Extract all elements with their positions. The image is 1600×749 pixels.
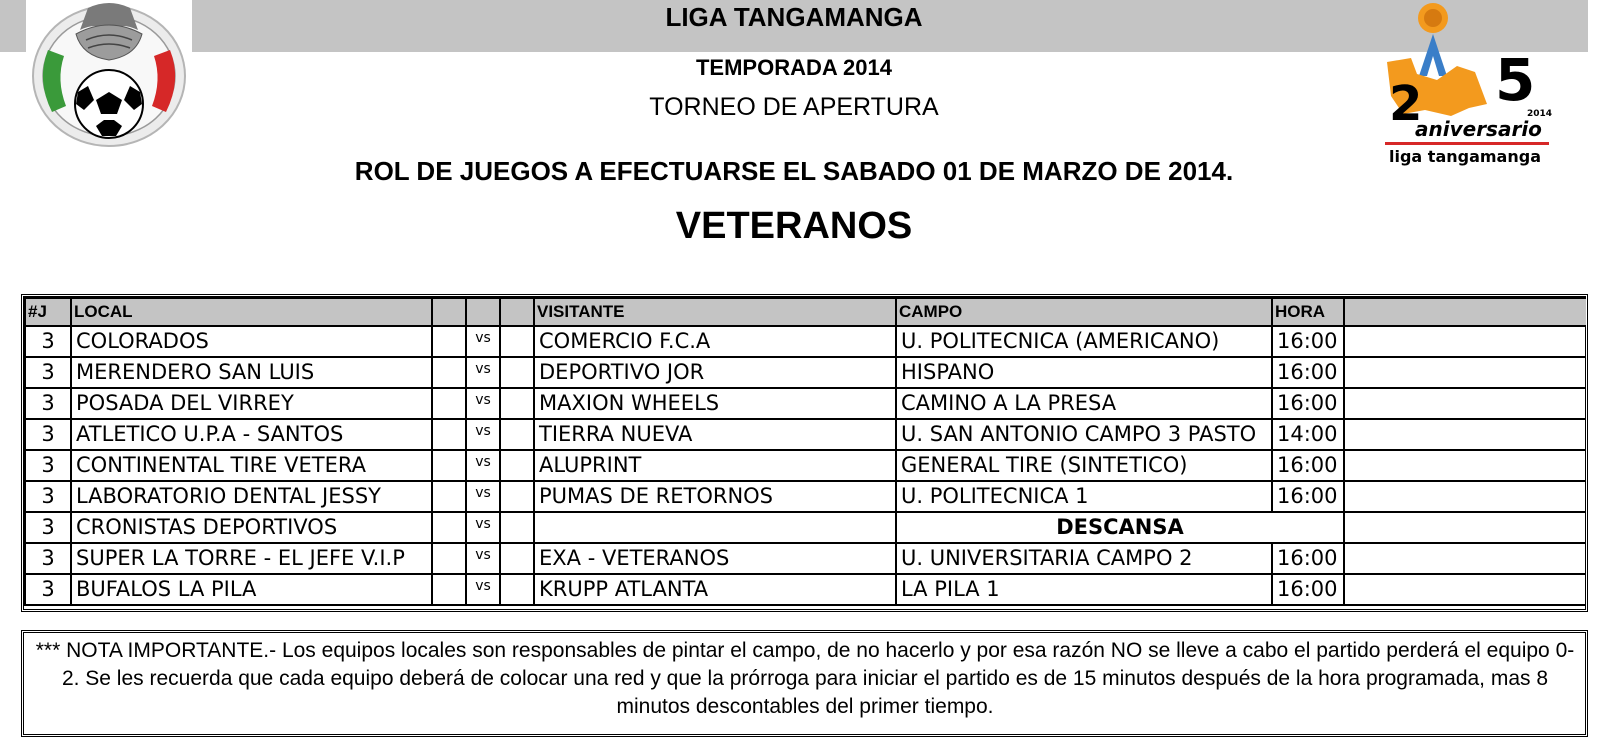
cell-spacer	[500, 326, 534, 357]
cell-spacer	[500, 388, 534, 419]
cell-jornada: 3	[25, 419, 71, 450]
cell-hora: 16:00	[1272, 450, 1344, 481]
table-row	[25, 574, 1586, 605]
cell-jornada: 3	[25, 326, 71, 357]
cell-vs: vs	[466, 357, 500, 388]
cell-spacer	[500, 357, 534, 388]
cell-visitante: DEPORTIVO JOR	[534, 357, 896, 388]
cell-visitante: ALUPRINT	[534, 450, 896, 481]
cell-local: CONTINENTAL TIRE VETERA	[71, 450, 432, 481]
table-row	[25, 388, 1586, 419]
table-row	[25, 543, 1586, 574]
cell-jornada: 3	[25, 481, 71, 512]
anniversary-logo	[1385, 0, 1585, 170]
header-spacer	[466, 298, 500, 326]
cell-spacer	[500, 481, 534, 512]
category-title: VETERANOS	[675, 205, 913, 247]
cell-spacer	[1344, 512, 1586, 543]
cell-jornada: 3	[25, 388, 71, 419]
cell-spacer	[432, 388, 466, 419]
cell-spacer	[432, 357, 466, 388]
cell-spacer	[432, 326, 466, 357]
cell-local: POSADA DEL VIRREY	[71, 388, 432, 419]
cell-spacer	[432, 481, 466, 512]
cell-vs: vs	[466, 388, 500, 419]
cell-campo: U. POLITECNICA 1	[896, 481, 1272, 512]
cell-spacer	[432, 419, 466, 450]
cell-jornada: 3	[25, 357, 71, 388]
cell-hora: 16:00	[1272, 481, 1344, 512]
cell-spacer	[1344, 450, 1586, 481]
cell-spacer	[1344, 326, 1586, 357]
cell-spacer	[500, 574, 534, 605]
cell-campo: HISPANO	[896, 357, 1272, 388]
schedule-title: ROL DE JUEGOS A EFECTUARSE EL SABADO 01 DE MARZO DE 2014.	[354, 156, 1234, 186]
cell-vs: vs	[466, 543, 500, 574]
table-row	[25, 481, 1586, 512]
cell-local: LABORATORIO DENTAL JESSY	[71, 481, 432, 512]
cell-jornada: 3	[25, 543, 71, 574]
cell-spacer	[1344, 357, 1586, 388]
cell-visitante: EXA - VETERANOS	[534, 543, 896, 574]
cell-spacer	[432, 450, 466, 481]
cell-visitante: PUMAS DE RETORNOS	[534, 481, 896, 512]
cell-spacer	[1344, 419, 1586, 450]
tournament-title: TORNEO DE APERTURA	[649, 93, 939, 121]
header-spacer	[500, 298, 534, 326]
cell-spacer	[1344, 388, 1586, 419]
cell-jornada: 3	[25, 512, 71, 543]
cell-visitante: TIERRA NUEVA	[534, 419, 896, 450]
table-row	[25, 326, 1586, 357]
anniversary-year: 2014	[1527, 109, 1553, 119]
anniversary-brand: liga tangamanga	[1389, 147, 1541, 166]
header-jornada: #J	[25, 298, 71, 326]
header-local: LOCAL	[71, 298, 432, 326]
cell-visitante: KRUPP ATLANTA	[534, 574, 896, 605]
cell-vs: vs	[466, 512, 500, 543]
cell-local: CRONISTAS DEPORTIVOS	[71, 512, 432, 543]
cell-local: COLORADOS	[71, 326, 432, 357]
cell-vs: vs	[466, 419, 500, 450]
cell-vs: vs	[466, 481, 500, 512]
cell-vs: vs	[466, 450, 500, 481]
cell-spacer	[500, 450, 534, 481]
cell-spacer	[432, 543, 466, 574]
cell-local: SUPER LA TORRE - EL JEFE V.I.P	[71, 543, 432, 574]
svg-text:5: 5	[1495, 46, 1536, 114]
cell-campo: LA PILA 1	[896, 574, 1272, 605]
table-row	[25, 419, 1586, 450]
cell-spacer	[1344, 481, 1586, 512]
cell-visitante: MAXION WHEELS	[534, 388, 896, 419]
cell-hora: 16:00	[1272, 357, 1344, 388]
cell-hora: 16:00	[1272, 543, 1344, 574]
cell-hora: 16:00	[1272, 388, 1344, 419]
table-header-row	[25, 298, 1586, 326]
header-visitante: VISITANTE	[534, 298, 896, 326]
cell-campo: GENERAL TIRE (SINTETICO)	[896, 450, 1272, 481]
cell-spacer	[500, 512, 534, 543]
cell-jornada: 3	[25, 450, 71, 481]
cell-spacer	[1344, 543, 1586, 574]
svg-text:2: 2	[1389, 76, 1423, 132]
cell-local: BUFALOS LA PILA	[71, 574, 432, 605]
league-title: LIGA TANGAMANGA	[665, 2, 923, 32]
season-title: TEMPORADA 2014	[695, 55, 892, 80]
cell-campo: U. SAN ANTONIO CAMPO 3 PASTO	[896, 419, 1272, 450]
cell-local: ATLETICO U.P.A - SANTOS	[71, 419, 432, 450]
cell-spacer	[432, 512, 466, 543]
anniversary-word: aniversario	[1415, 117, 1542, 141]
cell-visitante: COMERCIO F.C.A	[534, 326, 896, 357]
cell-spacer	[500, 419, 534, 450]
cell-hora: 16:00	[1272, 326, 1344, 357]
cell-vs: vs	[466, 574, 500, 605]
cell-local: MERENDERO SAN LUIS	[71, 357, 432, 388]
cell-vs: vs	[466, 326, 500, 357]
cell-campo: U. POLITECNICA (AMERICANO)	[896, 326, 1272, 357]
table-row	[25, 450, 1586, 481]
table-row	[25, 512, 1586, 543]
header-campo: CAMPO	[896, 298, 1272, 326]
games-table	[24, 297, 1586, 606]
cell-hora: 16:00	[1272, 574, 1344, 605]
cell-spacer	[432, 574, 466, 605]
cell-descansa: DESCANSA	[896, 512, 1344, 543]
cell-spacer	[500, 543, 534, 574]
cell-campo: CAMINO A LA PRESA	[896, 388, 1272, 419]
cell-jornada: 3	[25, 574, 71, 605]
important-note: *** NOTA IMPORTANTE.- Los equipos locales son responsables de pintar el campo, de no hacerlo y por esa razón NO se lleve a cabo el partido perderá el equipo 0-2. Se les recuerda que cada equipo deberá de colocar una red y que la prórroga para iniciar el partido es de 15 minutos después de la hora programada, mas 8 minutos descontables del primer tiempo.	[35, 639, 1575, 718]
header-spacer	[1344, 298, 1586, 326]
table-row	[25, 357, 1586, 388]
header-spacer	[432, 298, 466, 326]
cell-spacer	[1344, 574, 1586, 605]
header-hora: HORA	[1272, 298, 1344, 326]
cell-campo: U. UNIVERSITARIA CAMPO 2	[896, 543, 1272, 574]
cell-visitante	[534, 512, 896, 543]
cell-hora: 14:00	[1272, 419, 1344, 450]
